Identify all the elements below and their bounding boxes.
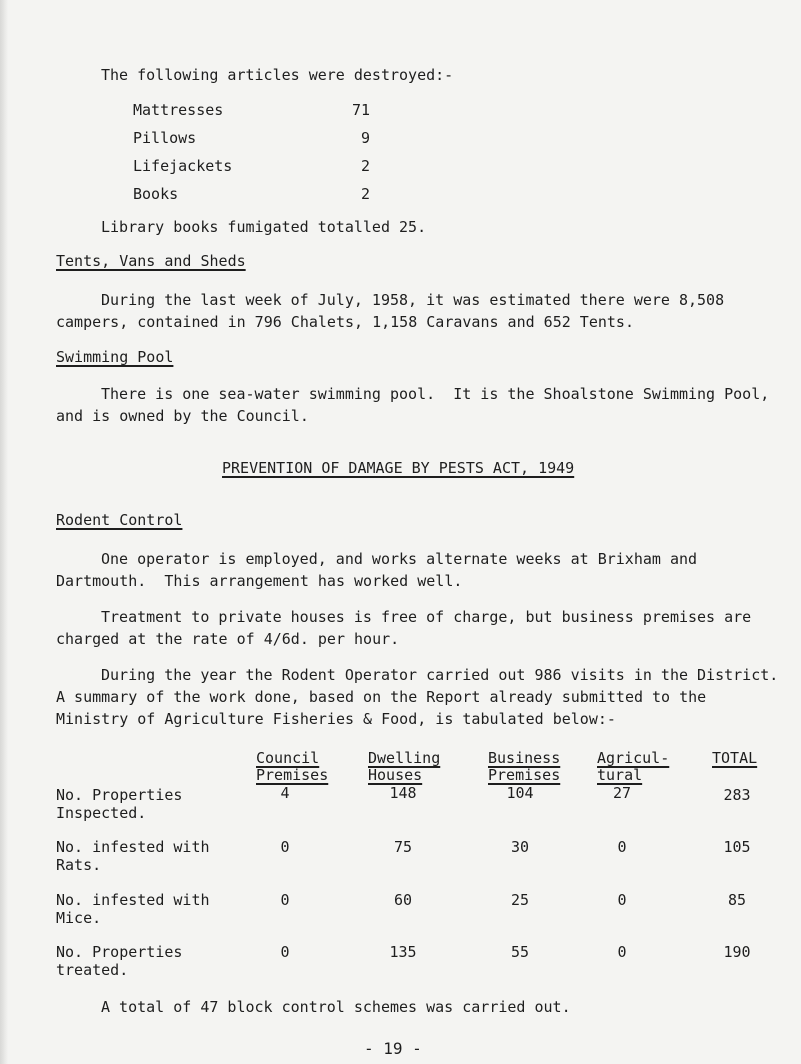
table-cell: 104 [506,784,534,802]
table-cell: 55 [510,943,530,961]
table-cell: 0 [617,891,627,909]
table-header-line1: TOTAL [712,749,758,767]
scan-edge-shadow [0,0,8,1064]
table-row-label: No. Properties [56,943,183,961]
pool-heading: Swimming Pool [56,348,174,366]
rodent-text-line: A summary of the work done, based on the Report already submitted to the [56,688,707,706]
article-count: 9 [360,129,370,147]
table-row-label: treated. [56,961,129,979]
intro-line: The following articles were destroyed:- [101,66,454,84]
table-cell: 4 [280,784,290,802]
table-cell: 135 [389,943,417,961]
table-cell: 0 [280,943,290,961]
table-header-line2: Houses [368,766,423,784]
article-name: Books [133,185,179,203]
rodent-text-line: charged at the rate of 4/6d. per hour. [56,630,400,648]
table-cell: 0 [617,943,627,961]
table-cell: 0 [617,838,627,856]
rodent-text-line: Ministry of Agriculture Fisheries & Food, is tabulated below:- [56,710,616,728]
page-number: - 19 - [364,1039,422,1058]
act-heading: PREVENTION OF DAMAGE BY PESTS ACT, 1949 [222,459,575,477]
table-cell: 85 [727,891,747,909]
table-cell: 0 [280,891,290,909]
article-name: Mattresses [133,101,224,119]
table-header-line1: Business [488,749,561,767]
table-cell: 25 [510,891,530,909]
table-header-line1: Dwelling [368,749,441,767]
table-header-line1: Council [256,749,320,767]
rodent-text-line: One operator is employed, and works alternate weeks at Brixham and [101,550,698,568]
table-row-label: Mice. [56,909,102,927]
table-cell: 190 [723,943,751,961]
table-header-line2: Premises [488,766,561,784]
table-cell: 75 [393,838,413,856]
article-count: 2 [360,157,370,175]
tents-text-line: During the last week of July, 1958, it was estimated there were 8,508 [101,291,725,309]
rodent-heading: Rodent Control [56,511,183,529]
article-name: Lifejackets [133,157,233,175]
rodent-text-line: Dartmouth. This arrangement has worked well. [56,572,463,590]
table-cell: 148 [389,784,417,802]
article-count: 71 [351,101,370,119]
article-name: Pillows [133,129,197,147]
rodent-text-line: Treatment to private houses is free of charge, but business premises are [101,608,752,626]
table-header-line2: tural [597,766,643,784]
table-row-label: Rats. [56,856,102,874]
table-cell: 0 [280,838,290,856]
table-cell: 105 [723,838,751,856]
table-row-label: No. infested with [56,891,210,909]
table-row-label: No. Properties [56,786,183,804]
table-row-label: No. infested with [56,838,210,856]
table-cell: 60 [393,891,413,909]
tents-heading: Tents, Vans and Sheds [56,252,246,270]
table-header-line1: Agricul- [597,749,670,767]
library-line: Library books fumigated totalled 25. [101,218,427,236]
table-cell: 27 [612,784,632,802]
pool-text-line: and is owned by the Council. [56,407,309,425]
rodent-text-line: During the year the Rodent Operator carried out 986 visits in the District. [101,666,779,684]
table-row-label: Inspected. [56,804,147,822]
article-count: 2 [360,185,370,203]
closing-line: A total of 47 block control schemes was carried out. [101,998,571,1016]
tents-text-line: campers, contained in 796 Chalets, 1,158 Caravans and 652 Tents. [56,313,634,331]
pool-text-line: There is one sea-water swimming pool. It is the Shoalstone Swimming Pool, [101,385,770,403]
table-cell: 30 [510,838,530,856]
table-cell: 283 [723,786,751,804]
table-header-line2: Premises [256,766,329,784]
